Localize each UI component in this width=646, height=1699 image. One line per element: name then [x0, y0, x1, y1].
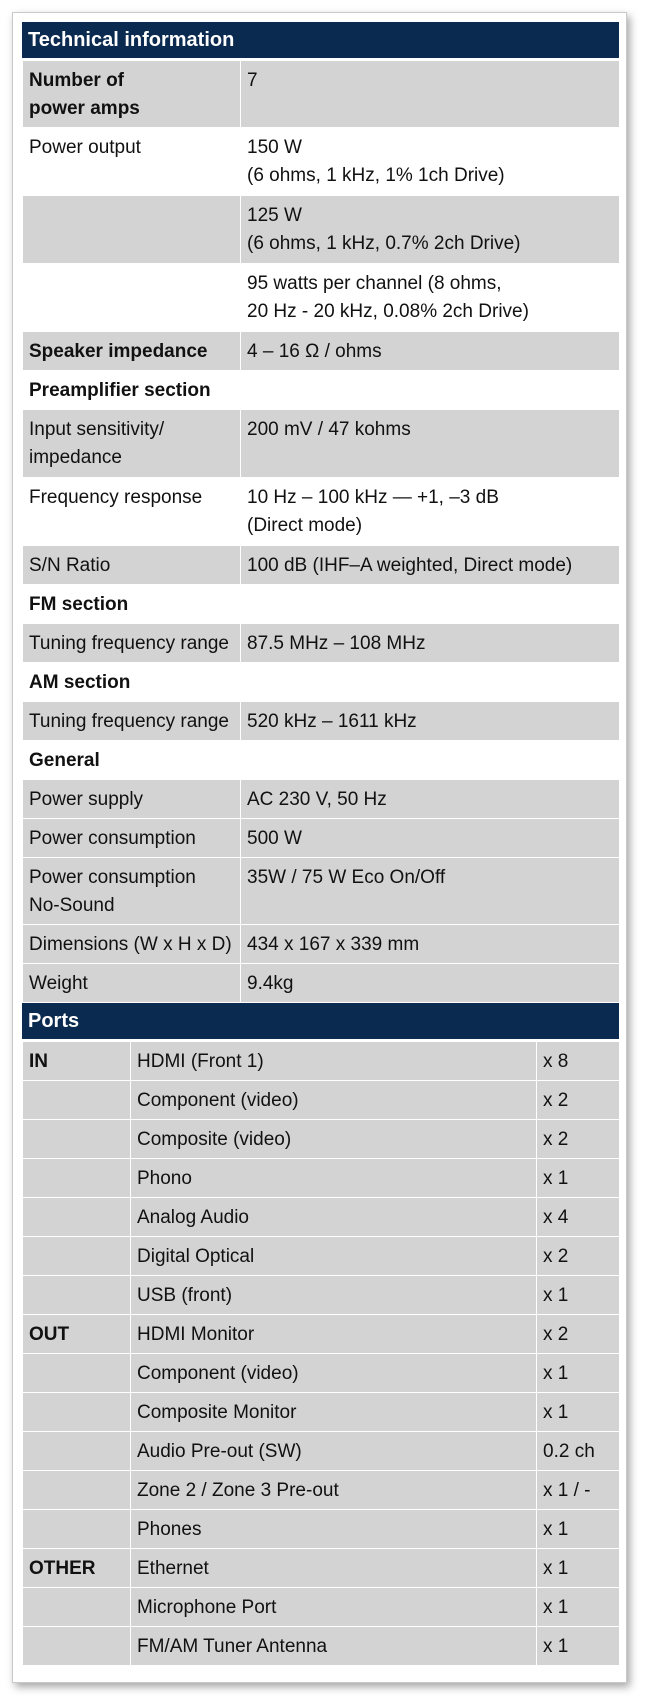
port-name: FM/AM Tuner Antenna	[131, 1627, 537, 1666]
table-row	[23, 1627, 620, 1666]
table-row	[23, 1198, 620, 1237]
port-group	[23, 1393, 131, 1432]
table-row	[23, 1042, 620, 1081]
spec-value	[241, 371, 620, 410]
port-name: Component (video)	[131, 1081, 537, 1120]
ports-header: Ports	[22, 1003, 619, 1041]
spec-label: Speaker impedance	[23, 332, 241, 371]
port-count: x 1	[537, 1159, 620, 1198]
table-row	[23, 741, 620, 780]
port-group	[23, 1588, 131, 1627]
spec-label: Power output	[23, 128, 241, 196]
table-row	[23, 410, 620, 478]
table-row	[23, 128, 620, 196]
spec-card	[12, 12, 627, 1683]
spec-value: 35W / 75 W Eco On/Off	[241, 858, 620, 925]
port-count: x 1	[537, 1510, 620, 1549]
spec-value: 87.5 MHz – 108 MHz	[241, 624, 620, 663]
port-name: Zone 2 / Zone 3 Pre-out	[131, 1471, 537, 1510]
port-count: 0.2 ch	[537, 1432, 620, 1471]
table-row	[23, 1315, 620, 1354]
section-heading: Preamplifier section	[23, 371, 241, 410]
table-row	[23, 964, 620, 1003]
spec-value: 434 x 167 x 339 mm	[241, 925, 620, 964]
table-row	[23, 702, 620, 741]
port-count: x 1	[537, 1588, 620, 1627]
table-row	[23, 332, 620, 371]
table-row	[23, 1393, 620, 1432]
port-group	[23, 1276, 131, 1315]
spec-value: 7	[241, 61, 620, 128]
spec-value: 95 watts per channel (8 ohms, 20 Hz - 20 kHz, 0.08% 2ch Drive)	[241, 264, 620, 332]
spec-value	[241, 585, 620, 624]
table-row	[23, 780, 620, 819]
port-count: x 2	[537, 1237, 620, 1276]
spec-value: AC 230 V, 50 Hz	[241, 780, 620, 819]
table-row	[23, 1081, 620, 1120]
spec-label: Tuning frequency range	[23, 702, 241, 741]
spec-label: Tuning frequency range	[23, 624, 241, 663]
port-group	[23, 1471, 131, 1510]
table-row	[23, 1549, 620, 1588]
table-row	[23, 1354, 620, 1393]
port-count: x 1	[537, 1354, 620, 1393]
spec-value: 125 W (6 ohms, 1 kHz, 0.7% 2ch Drive)	[241, 196, 620, 264]
port-group: IN	[23, 1042, 131, 1081]
port-group: OTHER	[23, 1549, 131, 1588]
spec-value: 520 kHz – 1611 kHz	[241, 702, 620, 741]
table-row	[23, 624, 620, 663]
port-name: Phono	[131, 1159, 537, 1198]
table-row	[23, 1159, 620, 1198]
spec-value: 4 – 16 Ω / ohms	[241, 332, 620, 371]
spec-label: Power consumption	[23, 819, 241, 858]
port-count: x 1	[537, 1549, 620, 1588]
port-name: Component (video)	[131, 1354, 537, 1393]
section-heading: AM section	[23, 663, 241, 702]
table-row	[23, 858, 620, 925]
section-heading: FM section	[23, 585, 241, 624]
port-group	[23, 1159, 131, 1198]
table-row	[23, 196, 620, 264]
port-count: x 1	[537, 1627, 620, 1666]
port-group: OUT	[23, 1315, 131, 1354]
tech-info-table	[22, 60, 620, 1003]
port-count: x 1 / -	[537, 1471, 620, 1510]
ports-table	[22, 1041, 620, 1666]
port-name: Composite (video)	[131, 1120, 537, 1159]
table-row	[23, 546, 620, 585]
table-row	[23, 371, 620, 410]
table-row	[23, 1276, 620, 1315]
table-row	[23, 478, 620, 546]
port-name: Phones	[131, 1510, 537, 1549]
spec-label: S/N Ratio	[23, 546, 241, 585]
port-count: x 8	[537, 1042, 620, 1081]
spec-value: 150 W (6 ohms, 1 kHz, 1% 1ch Drive)	[241, 128, 620, 196]
table-row	[23, 1120, 620, 1159]
spec-label: Power supply	[23, 780, 241, 819]
port-name: Digital Optical	[131, 1237, 537, 1276]
spec-label	[23, 196, 241, 264]
spec-value: 9.4kg	[241, 964, 620, 1003]
table-row	[23, 1471, 620, 1510]
port-name: USB (front)	[131, 1276, 537, 1315]
table-row	[23, 264, 620, 332]
spec-value: 10 Hz – 100 kHz — +1, –3 dB (Direct mode)	[241, 478, 620, 546]
port-group	[23, 1627, 131, 1666]
spec-label: Dimensions (W x H x D)	[23, 925, 241, 964]
table-row	[23, 819, 620, 858]
port-group	[23, 1237, 131, 1276]
port-group	[23, 1432, 131, 1471]
spec-value: 500 W	[241, 819, 620, 858]
spec-content	[22, 22, 619, 1666]
port-name: HDMI Monitor	[131, 1315, 537, 1354]
spec-value	[241, 741, 620, 780]
port-name: Audio Pre-out (SW)	[131, 1432, 537, 1471]
table-row	[23, 1237, 620, 1276]
port-group	[23, 1354, 131, 1393]
spec-label: Frequency response	[23, 478, 241, 546]
port-name: Microphone Port	[131, 1588, 537, 1627]
table-row	[23, 585, 620, 624]
table-row	[23, 1588, 620, 1627]
spec-value: 200 mV / 47 kohms	[241, 410, 620, 478]
port-name: Ethernet	[131, 1549, 537, 1588]
table-row	[23, 1432, 620, 1471]
spec-label: Weight	[23, 964, 241, 1003]
port-count: x 1	[537, 1393, 620, 1432]
spec-value: 100 dB (IHF–A weighted, Direct mode)	[241, 546, 620, 585]
port-name: Composite Monitor	[131, 1393, 537, 1432]
tech-info-header: Technical information	[22, 22, 619, 60]
port-group	[23, 1198, 131, 1237]
port-group	[23, 1510, 131, 1549]
spec-label: Power consumption No-Sound	[23, 858, 241, 925]
table-row	[23, 925, 620, 964]
spec-label: Input sensitivity/ impedance	[23, 410, 241, 478]
port-count: x 2	[537, 1315, 620, 1354]
spec-label: Number of power amps	[23, 61, 241, 128]
spec-label	[23, 264, 241, 332]
table-row	[23, 61, 620, 128]
port-group	[23, 1081, 131, 1120]
table-row	[23, 1510, 620, 1549]
port-count: x 2	[537, 1120, 620, 1159]
port-count: x 4	[537, 1198, 620, 1237]
spec-value	[241, 663, 620, 702]
port-name: Analog Audio	[131, 1198, 537, 1237]
port-group	[23, 1120, 131, 1159]
port-count: x 2	[537, 1081, 620, 1120]
port-name: HDMI (Front 1)	[131, 1042, 537, 1081]
table-row	[23, 663, 620, 702]
port-count: x 1	[537, 1276, 620, 1315]
section-heading: General	[23, 741, 241, 780]
